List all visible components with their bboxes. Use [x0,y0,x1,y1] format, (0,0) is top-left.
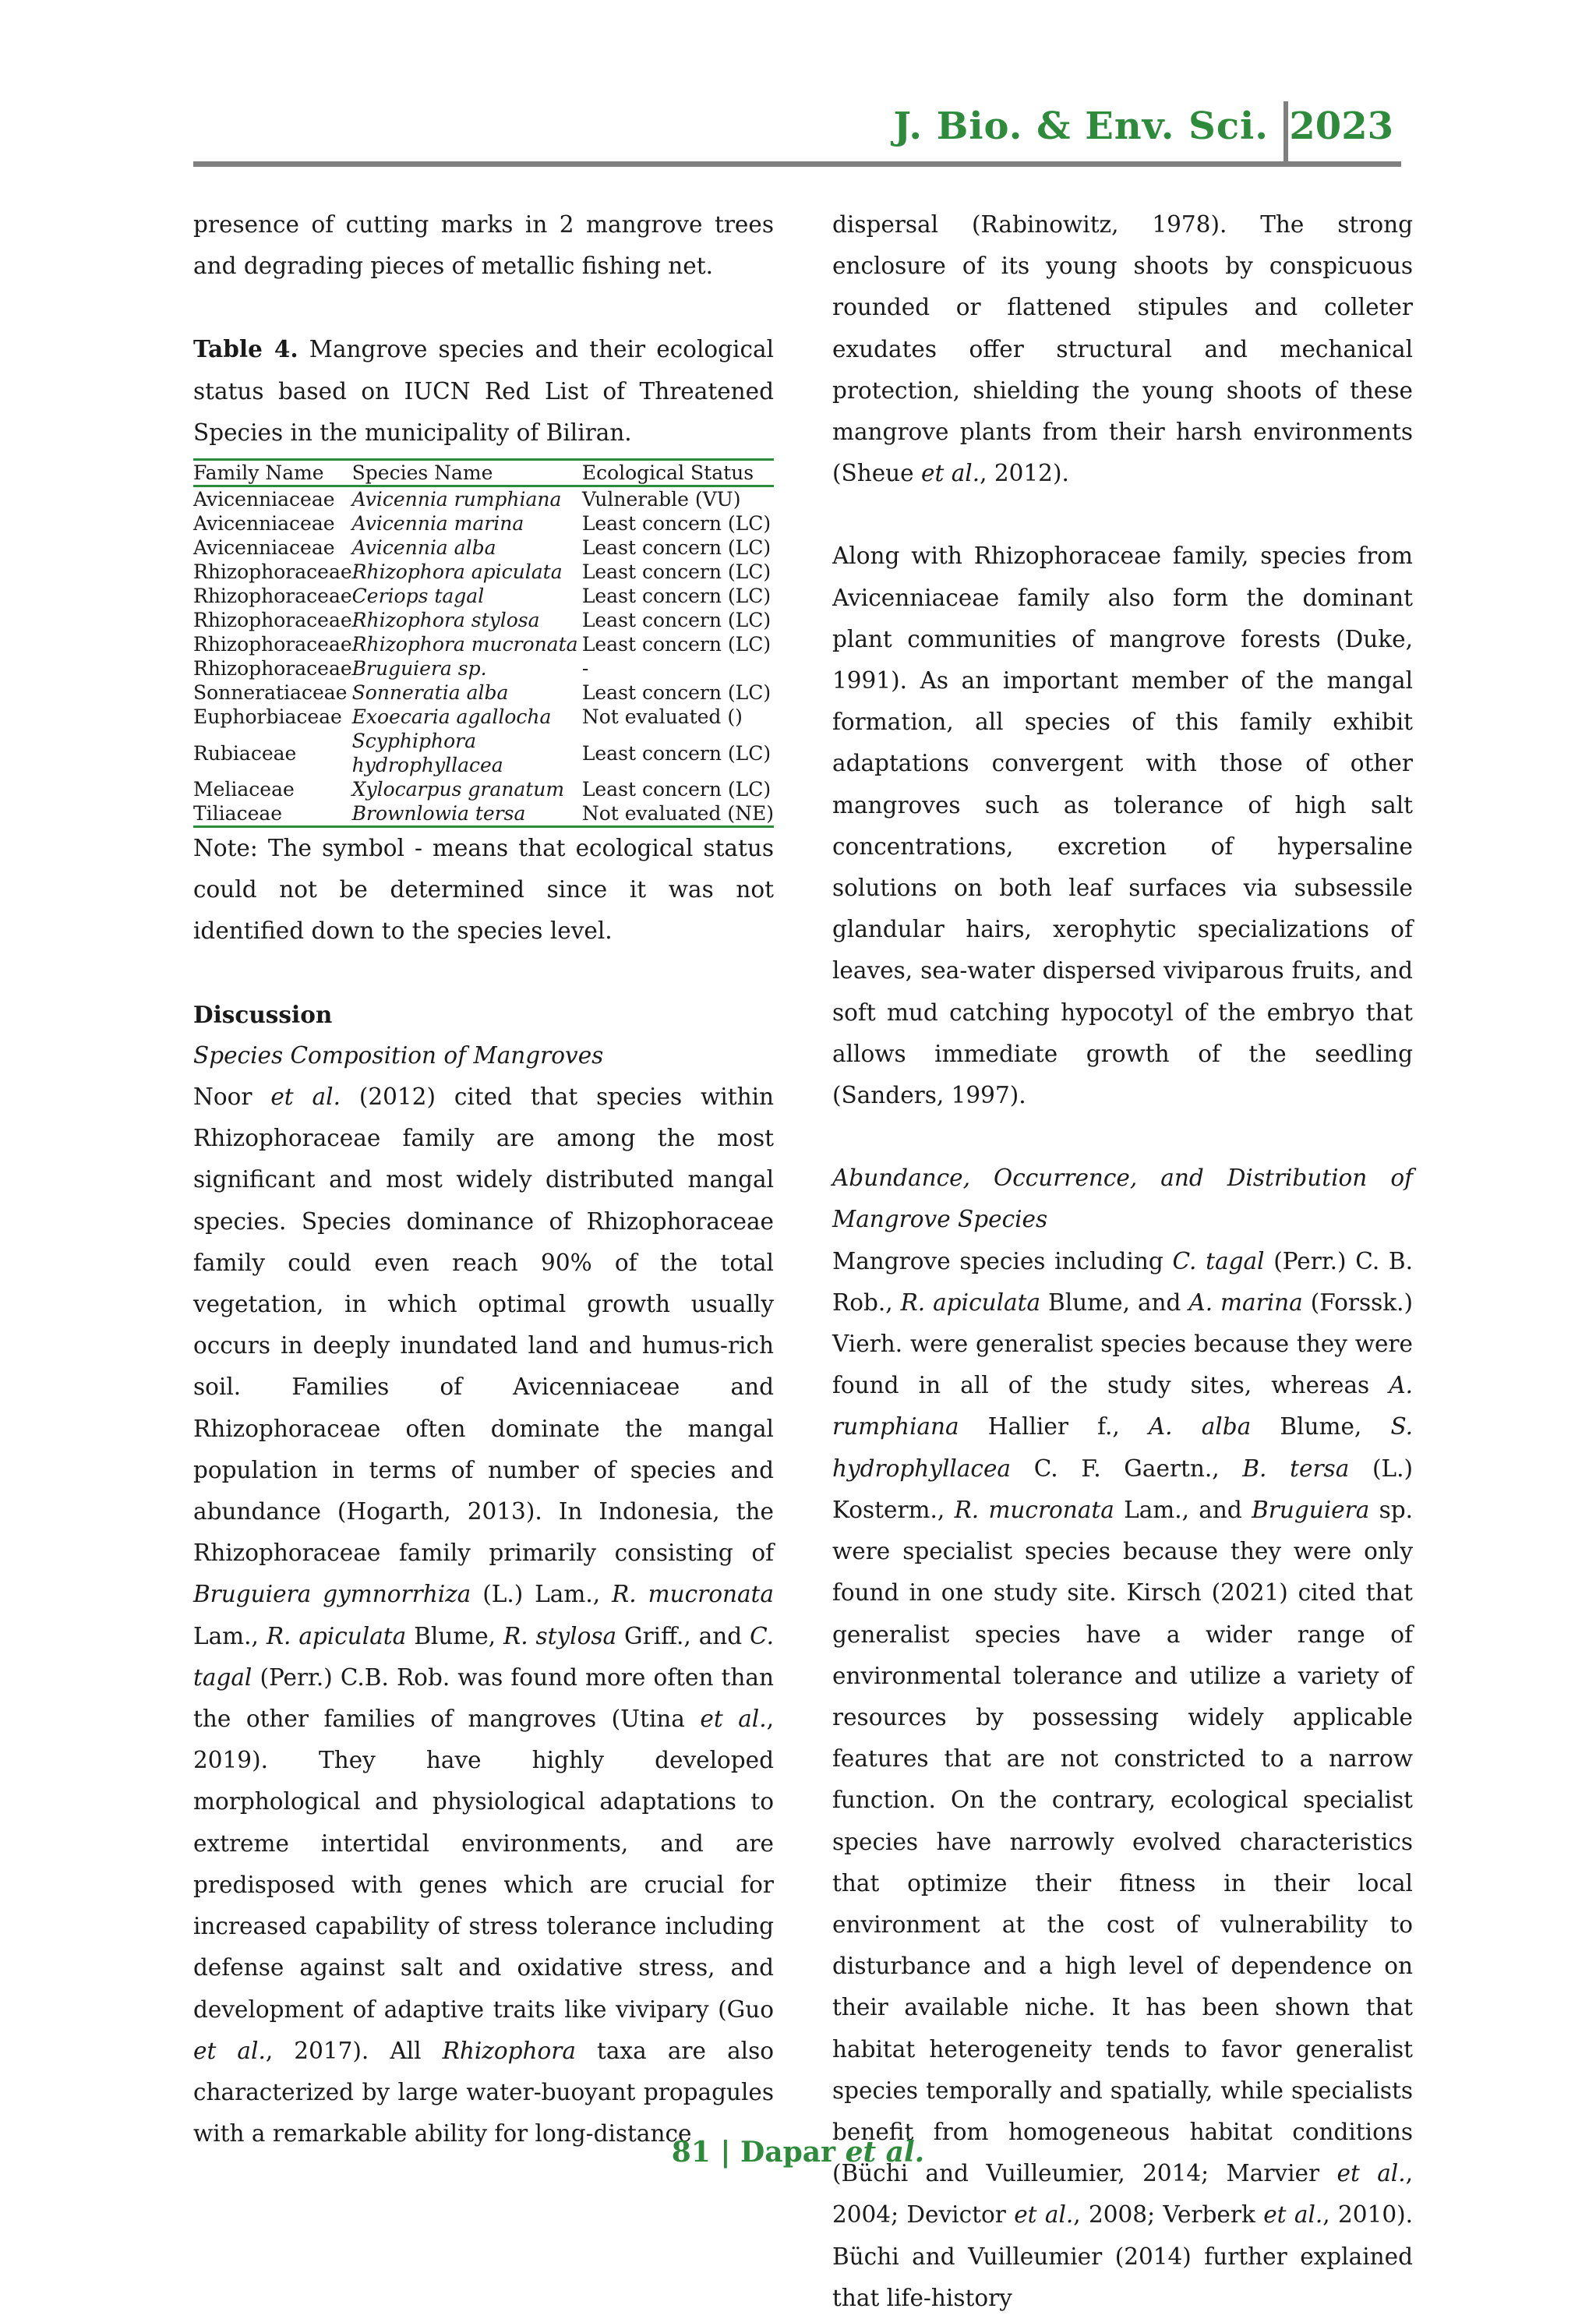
text: Blume, [406,1622,503,1649]
species-cell: Brownlowia tersa [352,801,582,827]
header-rule [193,161,1401,167]
text: Blume, and [1040,1289,1189,1316]
species-cell: Rhizophora mucronata [351,633,578,656]
text: sp. were specialist species because they were only found in one study site. Kirsch (2021) cited that generalist species have a wider range of environmental tolerance and utilize a variety of resources by possessing widely applicable features that are not constricted to a narrow function. On the contrary, ecological specialist species have narrowly evolved characteristics that optimize their fitness in their local environment at the cost of vulnerability to disturbance and a high level of dependence on their available niche. It has been shown that habitat heterogeneity tends to favor generalist species temporally and spatially, while specialists benefit from homogeneous habitat conditions (Büchi and Vuilleumier, 2014; Marvier [832,1496,1413,2187]
status-cell: Vulnerable (VU) [581,488,741,511]
section-heading: Discussion [193,1000,333,1028]
species-table [193,458,774,828]
status-cell: - [581,657,589,680]
species-cell: Scyphiphora hydrophyllacea [351,730,503,777]
family-cell: Rubiaceae [193,741,297,765]
journal-name: J. Bio. & Env. Sci. [893,104,1269,148]
text: Hallier f., [959,1413,1149,1441]
species-cell: Rhizophora stylosa [351,609,540,632]
header-divider [1284,101,1288,167]
table-row [193,486,774,512]
italic-text: C. tagal [1172,1247,1265,1274]
paragraph: Along with Rhizophoraceae family, species from Avicenniaceae family also form the dominant plant communities of mangrove forests (Duke, 1991). As an important member of the mangal formation, all species of this family exhibit adaptations convergent with those of other mangroves such as tolerance of high salt concentrations, excretion of hypersaline solutions on both leaf surfaces via subsessile glandular hairs, xerophytic specializations of leaves, sea-water dispersed viviparous fruits, and soft mud catching hypocotyl of the embryo that allows immediate growth of the seedling (Sanders, 1997). [832,543,1413,1109]
status-cell: Least concern (LC) [581,741,772,765]
table-row [193,656,774,680]
table-row [193,680,774,705]
species-cell: Ceriops tagal [351,585,485,608]
family-cell: Rhizophoraceae [193,585,352,608]
status-cell: Least concern (LC) [581,536,772,560]
table-caption [193,328,774,454]
column-header: Species Name [352,460,582,486]
table-row [193,705,774,729]
family-cell: Rhizophoraceae [193,560,352,584]
italic-text: C. tagal [193,1622,774,1691]
italic-text: et al. [921,460,980,487]
status-cell: Least concern (LC) [581,778,772,801]
text: , 2019). They have highly developed morphological and physiological adaptations to extreme intertidal environments, and are predisposed with genes which are crucial for increased capability of stress tolerance including defense against salt and oxidative stress, and development of adaptive traits like vivipary (Guo [193,1706,774,2023]
table-row [193,608,774,632]
text: Lam., [193,1622,267,1649]
italic-text: R. stylosa [503,1622,617,1649]
text: , 2008; Verberk [1073,2201,1264,2229]
species-cell: Exoecaria agallocha [351,705,552,729]
family-cell: Avicenniaceae [193,512,335,536]
footer-authors: et al. [845,2136,925,2169]
status-cell: Not evaluated () [581,705,743,729]
italic-text: A. rumphiana [832,1372,1413,1441]
text: , 2012). [980,460,1069,487]
table-row [193,584,774,608]
paragraph [832,204,1413,494]
italic-text: et al. [700,1706,767,1733]
text: Noor [193,1083,271,1111]
species-cell: Avicennia rumphiana [351,488,562,511]
text: (Forssk.) Vierh. were generalist species because they were found in all of the study sites, whereas [832,1289,1413,1399]
text: (L.) Kosterm., [832,1455,1413,1523]
italic-text: A. alba [1148,1413,1252,1441]
species-cell: Sonneratia alba [351,681,509,705]
status-cell: Least concern (LC) [581,560,772,584]
page-footer [0,2136,1596,2169]
table-row [193,560,774,584]
family-cell: Rhizophoraceae [193,657,352,680]
text: (Perr.) C. B. Rob., [832,1247,1413,1316]
species-cell: Avicennia marina [351,512,524,536]
species-cell: Rhizophora apiculata [351,560,563,584]
table-row [193,777,774,801]
family-cell: Sonneratiaceae [193,681,348,705]
table-row [193,632,774,656]
column-header: Ecological Status [582,460,774,486]
text: , 2010). Büchi and Vuilleumier (2014) further explained that life-history [832,2201,1413,2311]
italic-text: Bruguiera gymnorrhiza [193,1581,471,1608]
italic-text: et al. [1014,2201,1074,2229]
italic-text: A. marina [1188,1289,1303,1316]
text: (L.) Lam., [471,1581,613,1608]
text: , 2004; Devictor [832,2160,1413,2229]
subsection-heading: Abundance, Occurrence, and Distribution of Mangrove Species [832,1165,1413,1233]
text: (Perr.) C.B. Rob. was found more often than the other families of mangroves (Utina [193,1663,774,1733]
italic-text: R. mucronata [954,1496,1114,1523]
species-cell: Avicennia alba [351,536,496,560]
paragraph [193,1076,774,2155]
text: C. F. Gaertn., [1011,1455,1243,1482]
species-cell: Xylocarpus granatum [351,778,565,801]
table-caption-text: Mangrove species and their ecological status based on IUCN Red List of Threatened Species in the municipality of Biliran. [193,336,775,446]
table-row [193,536,774,560]
italic-text: Bruguiera [1252,1496,1370,1523]
italic-text: R. apiculata [900,1289,1041,1316]
status-cell: Not evaluated (NE) [582,801,774,827]
text: Mangrove species including [832,1247,1173,1274]
column-header: Family Name [193,460,352,486]
text: taxa are also characterized by large water-buoyant propagules with a remarkable ability for long-distance [193,2037,774,2148]
family-cell: Avicenniaceae [193,488,335,511]
running-header [193,101,1401,167]
table-note: Note: The symbol - means that ecological status could not be determined since it was not identified down to the species level. [193,835,774,945]
italic-text: et al. [270,1083,341,1111]
paragraph: presence of cutting marks in 2 mangrove trees and degrading pieces of metallic fishing net. [193,211,774,280]
italic-text: Rhizophora [442,2037,576,2064]
left-column [193,204,774,2155]
text: Lam., and [1114,1496,1252,1523]
text: (2012) cited that species within Rhizophoraceae family are among the most significant and most widely distributed mangal species. Species dominance of Rhizophoraceae family could even reach 90% of the total vegetation, in which optimal growth usually occurs in deeply inundated land and humus-rich soil. Families of Avicenniaceae and Rhizophoraceae often dominate the mangal population in terms of number of species and abundance (Hogarth, 2013). In Indonesia, the Rhizophoraceae family primarily consisting of [193,1083,775,1567]
family-cell: Euphorbiaceae [193,705,342,729]
italic-text: B. tersa [1242,1455,1350,1482]
table-row [193,729,774,777]
table-row [193,801,774,827]
family-cell: Rhizophoraceae [193,633,352,656]
table-header-row [193,460,774,486]
right-column [832,204,1413,2319]
subsection-heading: Species Composition of Mangroves [193,1041,604,1069]
italic-text: R. mucronata [612,1581,774,1608]
italic-text: et al. [193,2037,266,2064]
text: , 2017). All [265,2037,443,2064]
status-cell: Least concern (LC) [581,585,772,608]
status-cell: Least concern (LC) [581,681,772,705]
text: dispersal (Rabinowitz, 1978). The strong enclosure of its young shoots by conspicuous rounded or flattened stipules and colleter exudates offer structural and mechanical protection, shielding the young shoots of these mangrove plants from their harsh environments (Sheue [832,211,1413,487]
family-cell: Meliaceae [193,778,295,801]
status-cell: Least concern (LC) [581,633,772,656]
status-cell: Least concern (LC) [581,609,772,632]
family-cell: Rhizophoraceae [193,609,352,632]
italic-text: R. apiculata [266,1622,407,1649]
journal-year: 2023 [1289,104,1393,148]
text: Blume, [1251,1413,1391,1441]
text: Griff., and [616,1622,750,1649]
italic-text: S. hydrophyllacea [832,1413,1413,1482]
table-label: Table 4. [193,335,298,363]
italic-text: et al. [1336,2160,1406,2187]
family-cell: Tiliaceae [193,801,352,827]
italic-text: et al. [1263,2201,1323,2229]
family-cell: Avicenniaceae [193,536,335,560]
page-number: 81 | Dapar [671,2136,846,2169]
species-cell: Bruguiera sp. [351,657,487,680]
table-row [193,511,774,536]
status-cell: Least concern (LC) [581,512,772,536]
